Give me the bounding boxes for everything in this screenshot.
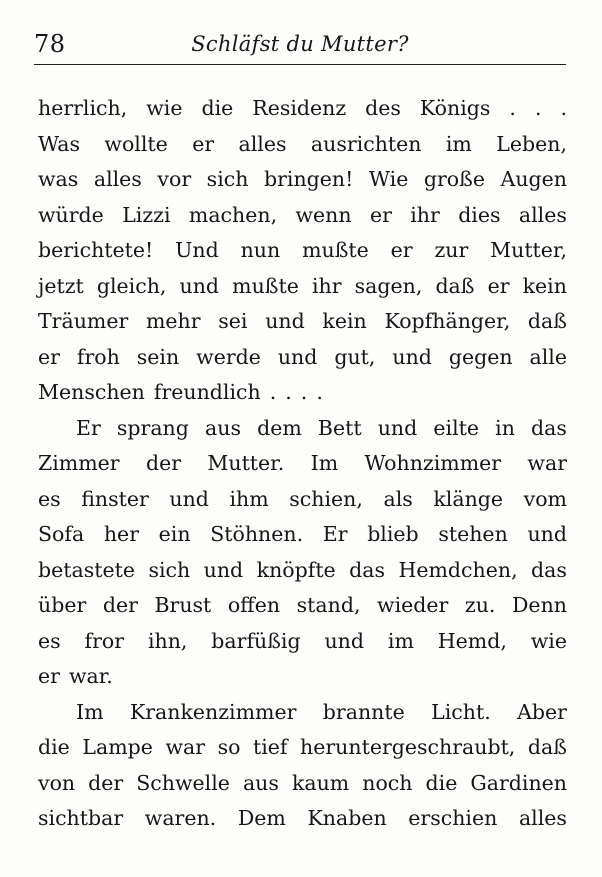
word: sagen, bbox=[354, 273, 423, 298]
word: daß bbox=[435, 273, 475, 298]
word: Mutter, bbox=[490, 238, 567, 262]
word: als bbox=[383, 486, 413, 511]
word: finster bbox=[81, 486, 149, 511]
word: wieder bbox=[377, 593, 449, 617]
running-title: Schläfst du Mutter? bbox=[191, 32, 409, 56]
word: sein bbox=[136, 344, 180, 369]
word: dies bbox=[458, 202, 501, 227]
word: Im bbox=[310, 451, 339, 475]
word: Lampe bbox=[82, 735, 153, 759]
word: dem bbox=[257, 415, 302, 440]
word: die bbox=[201, 96, 234, 120]
word: war bbox=[165, 735, 206, 759]
word: Zimmer bbox=[38, 451, 120, 475]
word: alles bbox=[518, 806, 567, 830]
word: sichtbar bbox=[38, 806, 124, 830]
word: blieb bbox=[367, 522, 419, 546]
word: gegen bbox=[448, 344, 513, 369]
word: betastete bbox=[38, 557, 135, 582]
word: das bbox=[349, 557, 386, 582]
header-rule bbox=[34, 64, 566, 65]
word: kein bbox=[522, 273, 567, 298]
text-line bbox=[38, 340, 567, 376]
word: alle bbox=[529, 344, 567, 369]
word: und bbox=[527, 522, 567, 546]
word: ein bbox=[158, 522, 191, 546]
word: vor bbox=[157, 167, 192, 191]
word: wie bbox=[146, 96, 183, 120]
word: das bbox=[531, 557, 567, 582]
word: . bbox=[316, 380, 323, 404]
page-header bbox=[34, 28, 566, 64]
word: . bbox=[560, 96, 567, 120]
word: mehr bbox=[145, 309, 201, 333]
word: knöpfte bbox=[256, 557, 336, 582]
word: Bett bbox=[317, 415, 362, 440]
word: zu. bbox=[464, 593, 496, 617]
word: mußte bbox=[302, 238, 369, 262]
word: Leben, bbox=[496, 131, 567, 156]
word: Residenz bbox=[252, 96, 347, 120]
word: waren. bbox=[144, 806, 217, 830]
word: und bbox=[265, 309, 305, 333]
word: so bbox=[217, 735, 241, 759]
word: brannte bbox=[322, 699, 405, 724]
word: herrlich, bbox=[38, 96, 128, 120]
word: Hemdchen, bbox=[398, 557, 518, 582]
word: und bbox=[179, 273, 220, 298]
word: werde bbox=[196, 344, 261, 369]
word: aus bbox=[205, 415, 241, 440]
text-line bbox=[38, 766, 567, 802]
body-text bbox=[38, 91, 567, 837]
word: des bbox=[365, 96, 401, 120]
text-line bbox=[38, 375, 567, 411]
word: wenn bbox=[295, 202, 352, 227]
word: Er bbox=[76, 415, 101, 440]
word: . bbox=[534, 96, 542, 120]
word: heruntergeschraubt, bbox=[300, 735, 516, 759]
word: sich bbox=[206, 167, 249, 191]
word: Wie bbox=[368, 167, 409, 191]
word: was bbox=[38, 167, 79, 191]
word: es bbox=[38, 628, 61, 653]
word: gut, bbox=[334, 344, 376, 369]
word: Stöhnen. bbox=[210, 522, 304, 546]
word: ihr bbox=[311, 273, 342, 298]
word: das bbox=[531, 415, 567, 440]
word: Kopfhänger, bbox=[384, 309, 511, 333]
text-line bbox=[38, 411, 567, 447]
word: der bbox=[145, 451, 182, 475]
word: sei bbox=[218, 309, 248, 333]
text-line bbox=[38, 517, 567, 553]
text-line bbox=[38, 446, 567, 482]
word: klänge bbox=[433, 486, 504, 511]
text-line bbox=[38, 482, 567, 518]
word: der bbox=[88, 770, 124, 795]
word: Königs bbox=[419, 96, 491, 120]
word: offen bbox=[227, 593, 281, 617]
word: alles bbox=[238, 131, 287, 156]
word: im bbox=[445, 131, 472, 156]
word: gleich, bbox=[96, 273, 167, 298]
word: tief bbox=[252, 735, 288, 759]
word: sich bbox=[148, 557, 191, 582]
word: barfüßig bbox=[211, 628, 301, 653]
text-line bbox=[38, 659, 567, 695]
word: her bbox=[103, 522, 139, 546]
word: Hemd, bbox=[437, 628, 507, 653]
text-line bbox=[38, 233, 567, 269]
word: Licht. bbox=[431, 699, 491, 724]
word: er bbox=[487, 273, 510, 298]
text-line bbox=[38, 91, 567, 127]
word: stand, bbox=[296, 593, 361, 617]
text-line bbox=[38, 695, 567, 731]
text-line bbox=[38, 588, 567, 624]
word: die bbox=[38, 735, 70, 759]
text-line bbox=[38, 269, 567, 305]
text-line bbox=[38, 162, 567, 198]
word: große bbox=[423, 167, 485, 191]
word: in bbox=[495, 415, 515, 440]
word: Krankenzimmer bbox=[129, 699, 297, 724]
word: sprang bbox=[116, 415, 189, 440]
word: berichtete! bbox=[38, 238, 154, 262]
word: Mutter. bbox=[207, 451, 285, 475]
text-line bbox=[38, 304, 567, 340]
word: Wohnzimmer bbox=[364, 451, 502, 475]
word: froh bbox=[76, 344, 120, 369]
word: stehen bbox=[438, 522, 508, 546]
word: Er bbox=[322, 522, 348, 546]
word: Aber bbox=[517, 699, 567, 724]
word: Dem bbox=[237, 806, 286, 830]
word: und bbox=[203, 557, 244, 582]
word: noch bbox=[362, 770, 413, 795]
word: war. bbox=[68, 664, 113, 688]
word: alles bbox=[518, 202, 567, 227]
word: Schwelle bbox=[136, 770, 230, 795]
text-line bbox=[38, 624, 567, 660]
text-line bbox=[38, 801, 567, 837]
word: kaum bbox=[291, 770, 350, 795]
word: Knaben bbox=[307, 806, 387, 830]
word: und bbox=[392, 344, 432, 369]
word: und bbox=[324, 628, 365, 653]
word: es bbox=[38, 486, 61, 511]
word: ihn, bbox=[147, 628, 188, 653]
word: . bbox=[269, 380, 277, 404]
word: Sofa bbox=[38, 522, 85, 546]
word: eilte bbox=[433, 415, 480, 440]
word: würde bbox=[38, 202, 104, 227]
word: kein bbox=[322, 309, 367, 333]
word: freundlich bbox=[153, 380, 261, 404]
word: nun bbox=[240, 238, 281, 262]
text-line bbox=[38, 553, 567, 589]
word: ihr bbox=[410, 202, 440, 227]
page-number: 78 bbox=[34, 30, 66, 58]
word: vom bbox=[523, 486, 567, 511]
word: Träumer bbox=[38, 309, 129, 333]
word: bringen! bbox=[263, 167, 354, 191]
word: über bbox=[38, 593, 87, 617]
word: daß bbox=[527, 309, 567, 333]
word: er bbox=[38, 664, 60, 688]
word: der bbox=[102, 593, 138, 617]
word: und bbox=[169, 486, 209, 511]
word: zur bbox=[434, 238, 469, 262]
word: ihm bbox=[229, 486, 269, 511]
word: Denn bbox=[512, 593, 567, 617]
word: war bbox=[527, 451, 567, 475]
word: und bbox=[277, 344, 318, 369]
word: aus bbox=[242, 770, 279, 795]
word: ausrichten bbox=[310, 131, 422, 156]
word: im bbox=[387, 628, 414, 653]
word: von bbox=[38, 770, 76, 795]
word: . bbox=[300, 380, 308, 404]
word: daß bbox=[527, 735, 567, 759]
word: machen, bbox=[188, 202, 278, 227]
word: Und bbox=[175, 238, 219, 262]
word: Gardinen bbox=[470, 770, 567, 795]
word: er bbox=[369, 202, 392, 227]
word: er bbox=[192, 131, 215, 156]
word: Was bbox=[38, 131, 81, 156]
word: und bbox=[377, 415, 418, 440]
word: jetzt bbox=[38, 273, 84, 298]
word: Brust bbox=[154, 593, 212, 617]
word: er bbox=[38, 344, 60, 369]
word: Im bbox=[76, 699, 104, 724]
word: er bbox=[390, 238, 413, 262]
word: . bbox=[509, 96, 516, 120]
word: fror bbox=[84, 628, 125, 653]
word: die bbox=[425, 770, 458, 795]
text-line bbox=[38, 127, 567, 163]
word: Lizzi bbox=[122, 202, 171, 227]
word: alles bbox=[93, 167, 142, 191]
word: wie bbox=[530, 628, 567, 653]
text-line bbox=[38, 198, 567, 234]
text-line bbox=[38, 730, 567, 766]
word: erschien bbox=[408, 806, 498, 830]
word: mußte bbox=[232, 273, 299, 298]
word: Augen bbox=[500, 167, 567, 191]
word: . bbox=[285, 380, 292, 404]
word: wollte bbox=[104, 131, 168, 156]
word: Menschen bbox=[38, 380, 145, 404]
word: schien, bbox=[289, 486, 363, 511]
